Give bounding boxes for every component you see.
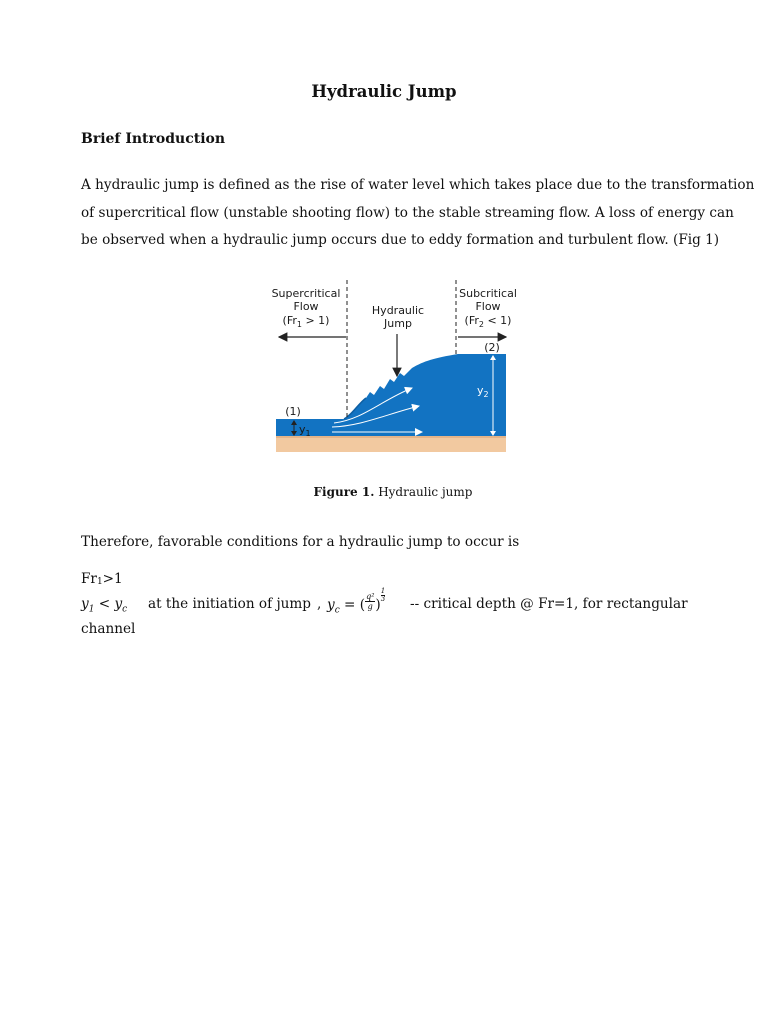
supercritical-flow-label: Flow (293, 300, 319, 313)
y2-label: $y_2$ (477, 384, 489, 399)
caption-text: Hydraulic jump (374, 485, 473, 499)
comma-separator: , (317, 596, 322, 612)
fr-subscript: 1 (96, 577, 103, 587)
caption-label: Figure 1. (313, 485, 375, 499)
intro-line: be observed when a hydraulic jump occurs due to eddy formation and turbulent flow. (Fig 1) (81, 232, 720, 248)
section-2-label: (2) (484, 341, 500, 354)
supercritical-label: Supercritical (271, 287, 341, 300)
froude-condition (81, 571, 123, 587)
critical-depth-text: -- critical depth @ Fr=1, for rectangular (410, 596, 688, 612)
supercritical-froude-label: $(Fr_1 > 1)$ (282, 314, 330, 329)
hydraulic-jump-label-line2: Jump (384, 317, 412, 330)
intro-paragraph (81, 172, 755, 255)
figure-caption (0, 485, 768, 499)
hydraulic-jump-diagram (262, 276, 532, 456)
subcritical-flow-label: Flow (475, 300, 501, 313)
depth-inequality: $y_1 < y_c$ (81, 596, 128, 615)
channel-text: channel (81, 621, 136, 637)
section-1-label: (1) (285, 405, 301, 418)
section-heading: Brief Introduction (81, 131, 226, 147)
critical-depth-equation: $y_c$ = ( $\frac{\text{q²}}{g}$ ) $\frac{1}{3}$ (327, 587, 386, 616)
q2-over-g-fraction: $\frac{\text{q²}}{g}$ (366, 592, 375, 611)
hydraulic-jump-label: Hydraulic (371, 304, 425, 317)
subcritical-froude-label: $(Fr_2 < 1)$ (464, 314, 512, 329)
water-body (276, 354, 506, 436)
depth-condition-line (81, 587, 721, 618)
page-title: Hydraulic Jump (311, 82, 457, 101)
y1-label: $y_1$ (299, 423, 311, 438)
intro-line: A hydraulic jump is defined as the rise of water level which takes place due to the transformation (81, 177, 755, 193)
one-third-exponent: $\frac{1}{3}$ (380, 587, 386, 603)
subcritical-label: Subcritical (459, 287, 517, 300)
channel-bed (276, 436, 506, 452)
initiation-text: at the initiation of jump (148, 596, 312, 612)
fr-condition-value: >1 (102, 571, 123, 587)
fr-text: Fr (81, 571, 97, 587)
hydraulic-jump-figure (262, 276, 532, 456)
intro-line: of supercritical flow (unstable shooting flow) to the stable streaming flow. A loss of energy can (81, 204, 734, 221)
conditions-intro: Therefore, favorable conditions for a hydraulic jump to occur is (81, 534, 520, 550)
